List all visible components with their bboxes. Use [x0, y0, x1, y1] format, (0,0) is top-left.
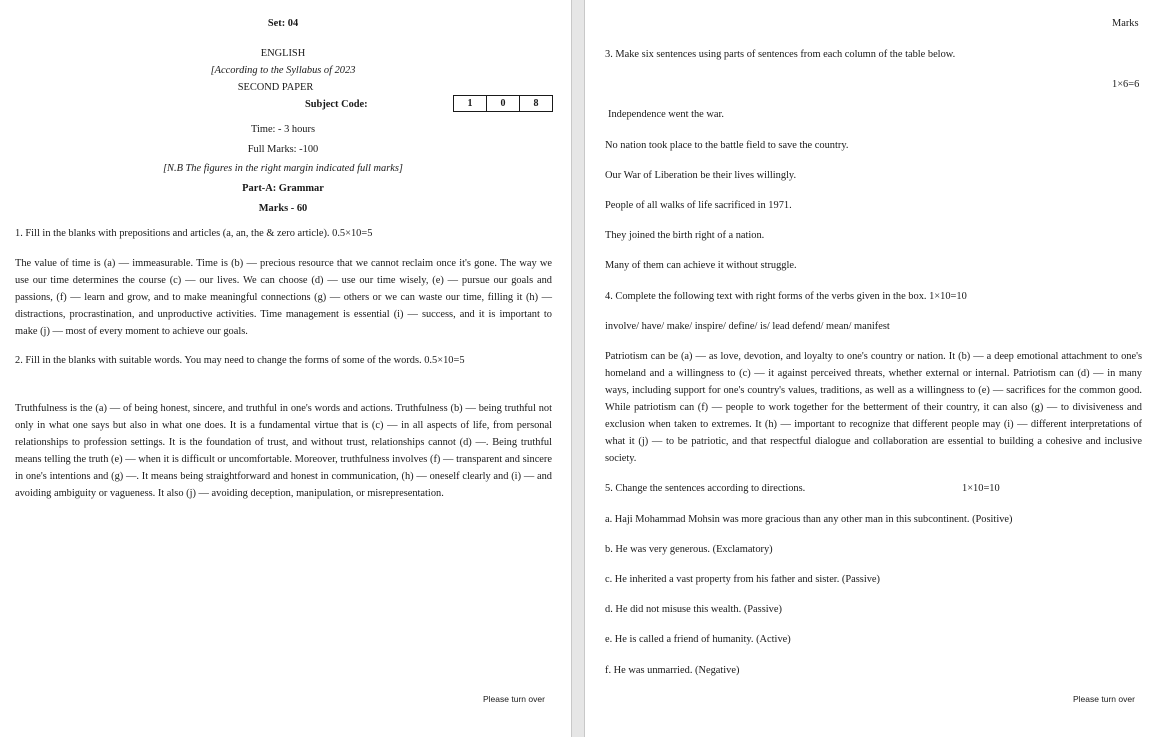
question-5-prompt: 5. Change the sentences according to directions.: [605, 483, 806, 494]
paper-title: SECOND PAPER: [237, 82, 314, 93]
page-footer: Please turn over: [1073, 694, 1135, 704]
marks-note: [N.B The figures in the right margin indicated full marks]: [163, 163, 403, 174]
question-1-prompt: 1. Fill in the blanks with prepositions and articles (a, an, the & zero article). 0.5×10=5: [15, 228, 373, 239]
subject-code-digit: 1: [467, 98, 473, 109]
question-3-prompt: 3. Make six sentences using parts of sentences from each column of the table below.: [605, 49, 956, 60]
part-marks: Marks - 60: [258, 203, 308, 214]
transformation-item: c. He inherited a vast property from his father and sister. (Passive): [605, 574, 880, 585]
part-heading: Part-A: Grammar: [242, 183, 324, 194]
subject-title: ENGLISH: [260, 48, 306, 59]
question-5-marks: 1×10=10: [962, 483, 1000, 494]
transformation-item: a. Haji Mohammad Mohsin was more gracious than any other man in this subcontinent. (Positive): [605, 514, 1013, 525]
exam-time: Time: - 3 hours: [251, 124, 315, 135]
full-marks: Full Marks: -100: [247, 144, 319, 155]
sentence-row: People of all walks of life sacrificed in 1971.: [605, 200, 792, 211]
sentence-row: Our War of Liberation be their lives willingly.: [605, 170, 797, 181]
sentence-row: Independence went the war.: [608, 109, 724, 120]
transformation-item: f. He was unmarried. (Negative): [605, 665, 740, 676]
transformation-item: d. He did not misuse this wealth. (Passive): [605, 604, 782, 615]
page-footer: Please turn over: [483, 694, 545, 704]
page-divider: [571, 0, 585, 737]
question-2-prompt: 2. Fill in the blanks with suitable words. You may need to change the forms of some of the words. 0.5×10=5: [15, 355, 465, 366]
sentence-row: No nation took place to the battle field to save the country.: [605, 140, 849, 151]
transformation-item: e. He is called a friend of humanity. (Active): [605, 634, 791, 645]
exam-page-left: [0, 0, 571, 737]
set-number: Set: 04: [267, 18, 299, 29]
exam-page-right: [585, 0, 1163, 737]
transformation-item: b. He was very generous. (Exclamatory): [605, 544, 773, 555]
question-4-passage: Patriotism can be (a) — as love, devotion, and loyalty to one's country or nation. It (b) — a deep emotional attachment to one's homeland and a willingness to (c) — it against perceived threats, whether external or internal. Patriotism can (d) — in many ways, including support for one's country's values, traditions, as well as a willingness to (e) — sacrifices for the common good. While patriotism can (f) — people to work together for the betterment of their country, it can also (g) — to divisiveness and exclusion when taken to extremes. It (h) — important to recognize that different people may (i) — different interpretations of what it (j) — to be patriotic, and that respectful dialogue and collaboration are essential to building a cohesive and inclusive society.: [605, 351, 1142, 464]
subject-code-digit: 8: [519, 96, 552, 111]
subject-code-box: [453, 95, 553, 112]
marks-column-header: Marks: [1112, 18, 1139, 29]
question-2-passage: Truthfulness is the (a) — of being honest, sincere, and truthful in one's words and actions. Truthfulness (b) — being truthful not only in what one says but also in what one does. It is a fundamental virtue that is (c) — in all aspects of life, from personal relationships to profession settings. It is the foundation of trust, and without trust, relationships cannot (d) —. Being truthful means telling the truth (e) — when it is difficult or uncomfortable. Moreover, truthfulness involves (f) — transparent and sincere in one's intentions and (g) —. It means being straightforward and honest in communication, (h) — oneself clearly and (i) — and avoiding ambiguity or vagueness. It also (j) — avoiding deception, manipulation, or misrepresentation.: [15, 403, 552, 499]
sentence-row: Many of them can achieve it without struggle.: [605, 260, 797, 271]
question-4-prompt: 4. Complete the following text with right forms of the verbs given in the box. 1×10=10: [605, 291, 967, 302]
question-1-passage: The value of time is (a) — immeasurable. Time is (b) — precious resource that we cannot reclaim once it's gone. The way we use our time determines the course (c) — our lives. We can choose (d) — use our time wisely, (e) — pursue our goals and passions, (f) — learn and grow, and to make meaningful connections (g) — others or we can waste our time, filling it (h) — distractions, procrastination, and unproductive activities. Time management is essential (i) — success, and it is important to make (j) — most of every moment to achieve our goals.: [15, 258, 552, 337]
syllabus-note: [According to the Syllabus of 2023: [210, 65, 356, 76]
subject-code-digit: 0: [486, 96, 519, 111]
verb-box: involve/ have/ make/ inspire/ define/ is/ lead defend/ mean/ manifest: [605, 321, 890, 332]
subject-code-label: Subject Code:: [305, 99, 368, 110]
question-3-marks: 1×6=6: [1112, 79, 1140, 90]
sentence-row: They joined the birth right of a nation.: [605, 230, 765, 241]
